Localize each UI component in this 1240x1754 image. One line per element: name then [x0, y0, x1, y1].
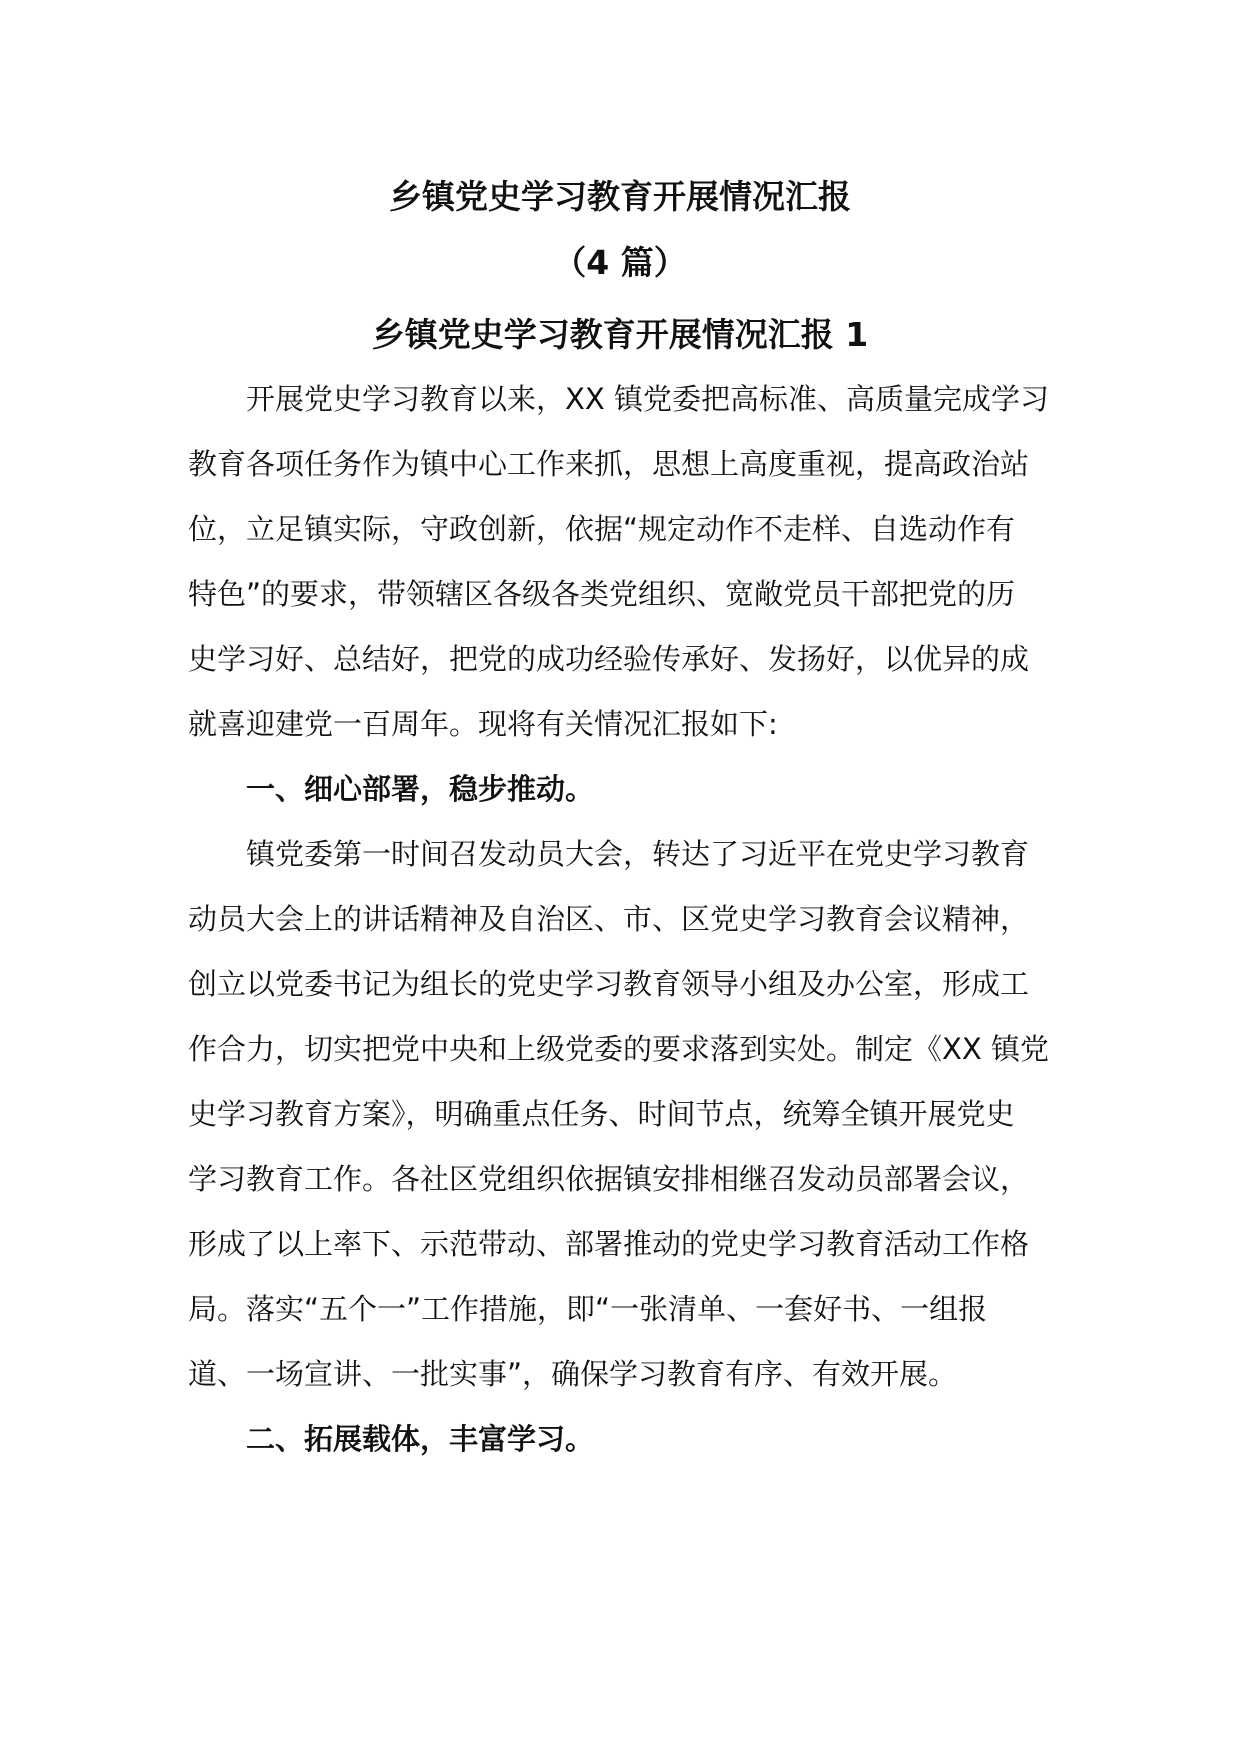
- section1-line: 道、一场宣讲、一批实事”，确保学习教育有序、有效开展。: [188, 1357, 958, 1391]
- section1-line: 局。落实“五个一”工作措施，即“一张清单、一套好书、一组报: [188, 1292, 988, 1326]
- section1-heading: 一、细心部署，稳步推动。: [246, 772, 595, 806]
- document-count: （4 篇）: [553, 243, 687, 282]
- intro-line: 特色”的要求，带领辖区各级各类党组织、宽敞党员干部把党的历: [188, 577, 1016, 611]
- section1-line: 动员大会上的讲话精神及自治区、市、区党史学习教育会议精神，: [188, 902, 1030, 936]
- section1-line: 学习教育工作。各社区党组织依据镇安排相继召发动员部署会议，: [188, 1162, 1030, 1196]
- intro-paragraph: [188, 367, 1060, 757]
- section2-heading: 二、拓展载体，丰富学习。: [246, 1422, 595, 1456]
- section1-line: 创立以党委书记为组长的党史学习教育领导小组及办公室，形成工: [188, 967, 1030, 1001]
- document-body: [188, 367, 1060, 1472]
- intro-line: 位，立足镇实际，守政创新，依据“规定动作不走样、自选动作有: [188, 512, 1016, 546]
- intro-line: 教育各项任务作为镇中心工作来抓，思想上高度重视，提高政治站: [188, 447, 1030, 481]
- section1-line: 史学习教育方案》，明确重点任务、时间节点，统筹全镇开展党史: [188, 1097, 1015, 1131]
- document-title: 乡镇党史学习教育开展情况汇报: [389, 177, 851, 216]
- section1-line: 形成了以上率下、示范带动、部署推动的党史学习教育活动工作格: [188, 1227, 1030, 1261]
- section1-paragraph: [188, 822, 1060, 1407]
- intro-line: 史学习好、总结好，把党的成功经验传承好、发扬好，以优异的成: [188, 642, 1030, 676]
- section1-line: 镇党委第一时间召发动员大会，转达了习近平在党史学习教育: [246, 837, 1030, 871]
- intro-line: 开展党史学习教育以来，XX 镇党委把高标准、高质量完成学习: [246, 382, 1049, 416]
- intro-line: 就喜迎建党一百周年。现将有关情况汇报如下:: [188, 707, 778, 741]
- section1-line: 作合力，切实把党中央和上级党委的要求落到实处。制定《XX 镇党: [188, 1032, 1049, 1066]
- document-subtitle: 乡镇党史学习教育开展情况汇报 1: [371, 315, 869, 354]
